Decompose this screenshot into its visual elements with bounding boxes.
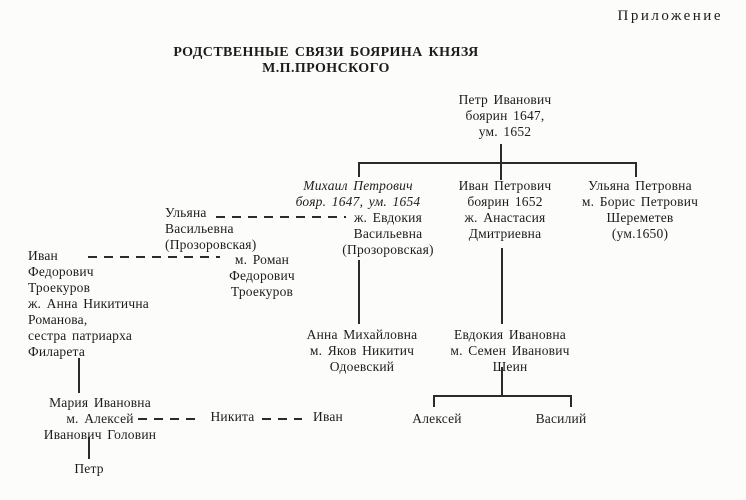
person-detail: боярин 1652 [467,194,543,209]
node-nikita [205,409,260,425]
person-detail: (Прозоровская) [342,242,434,257]
person-detail: Троекуров [28,280,91,295]
person-detail: ж. Анна Никитична [28,296,149,311]
person-detail: ж. Евдокия [354,210,422,225]
connector-shein-children-bracket [433,395,571,397]
person-name: м. Роман [234,252,290,267]
person-name: Иван [313,409,343,424]
person-detail: (Прозоровская) [165,237,257,252]
person-detail: сестра патриарха [28,328,133,343]
connector-drop-ulyana-petrovna [635,162,637,177]
person-detail: м. Борис Петрович [581,194,699,209]
connector-drop-vasiliy [570,395,572,407]
node-ulyana-petrovna [565,178,715,242]
person-detail: Троекуров [230,284,294,299]
person-detail: боярин 1647, [465,108,545,123]
appendix-label: Приложение [617,8,723,24]
person-name: Петр Иванович [458,92,552,107]
person-detail: Романова, [28,312,88,327]
node-vasiliy-shein [531,411,591,427]
person-name: Михаил Петрович [303,178,413,193]
person-name: Мария Ивановна [49,395,151,410]
connector-drop-mikhail [358,162,360,177]
person-name: Анна Михайловна [306,327,418,342]
person-name: Петр [74,461,104,476]
node-evdokia-ivanovna [432,327,588,375]
page-title: РОДСТВЕННЫЕ СВЯЗИ БОЯРИНА КНЯЗЯ М.П.ПРОНСКОГО [173,45,479,76]
person-name: Ульяна Петровна [588,178,692,193]
person-detail: ум. 1652 [478,124,532,139]
person-detail: бояр. 1647, ум. 1654 [295,194,421,209]
person-name: Иван [28,248,58,263]
node-ivan-romanov [303,409,353,425]
person-detail: ж. Анастасия [464,210,546,225]
connector-drop-aleksey [433,395,435,407]
person-name: Иван Петрович [458,178,552,193]
node-petr-ivanovich [430,92,580,140]
node-petr-golovin [59,461,119,477]
person-detail: Федорович [229,268,295,283]
person-name: Евдокия Ивановна [454,327,566,342]
person-detail: Федорович [28,264,94,279]
person-detail: Иванович Головин [43,427,157,442]
marriage-dash-nikita-ivan [262,418,302,420]
person-name: Василий [535,411,587,426]
person-name: Никита [210,409,255,424]
person-name: Алексей [412,411,462,426]
node-ivan-petrovich [430,178,580,242]
node-ulyana-vasilievna [165,205,285,253]
connector-ivan-to-evdokia [501,248,503,324]
connector-troekurov-to-maria [78,358,80,393]
node-aleksey-shein [407,411,467,427]
node-maria-ivanovna [30,395,170,443]
person-detail: м. Семен Иванович [450,343,570,358]
node-mikhail-petrovich [280,178,436,210]
person-detail: м. Алексей [66,411,134,426]
node-anna-mikhailovna [287,327,437,375]
person-detail: Шереметев [606,210,674,225]
person-detail: Дмитриевна [468,226,542,241]
person-detail: Шеин [492,359,528,374]
person-detail: Васильевна [353,226,423,241]
connector-children-bracket [358,162,636,164]
person-detail: Одоевский [329,359,395,374]
person-detail: Васильевна [165,221,234,236]
person-detail: Филарета [28,344,86,359]
person-name: Ульяна [165,205,207,220]
connector-mikhail-to-anna [358,260,360,324]
node-roman-troekurov [222,252,302,300]
person-detail: м. Яков Никитич [309,343,415,358]
node-ivan-troekurov [28,248,158,360]
person-detail: (ум.1650) [611,226,669,241]
